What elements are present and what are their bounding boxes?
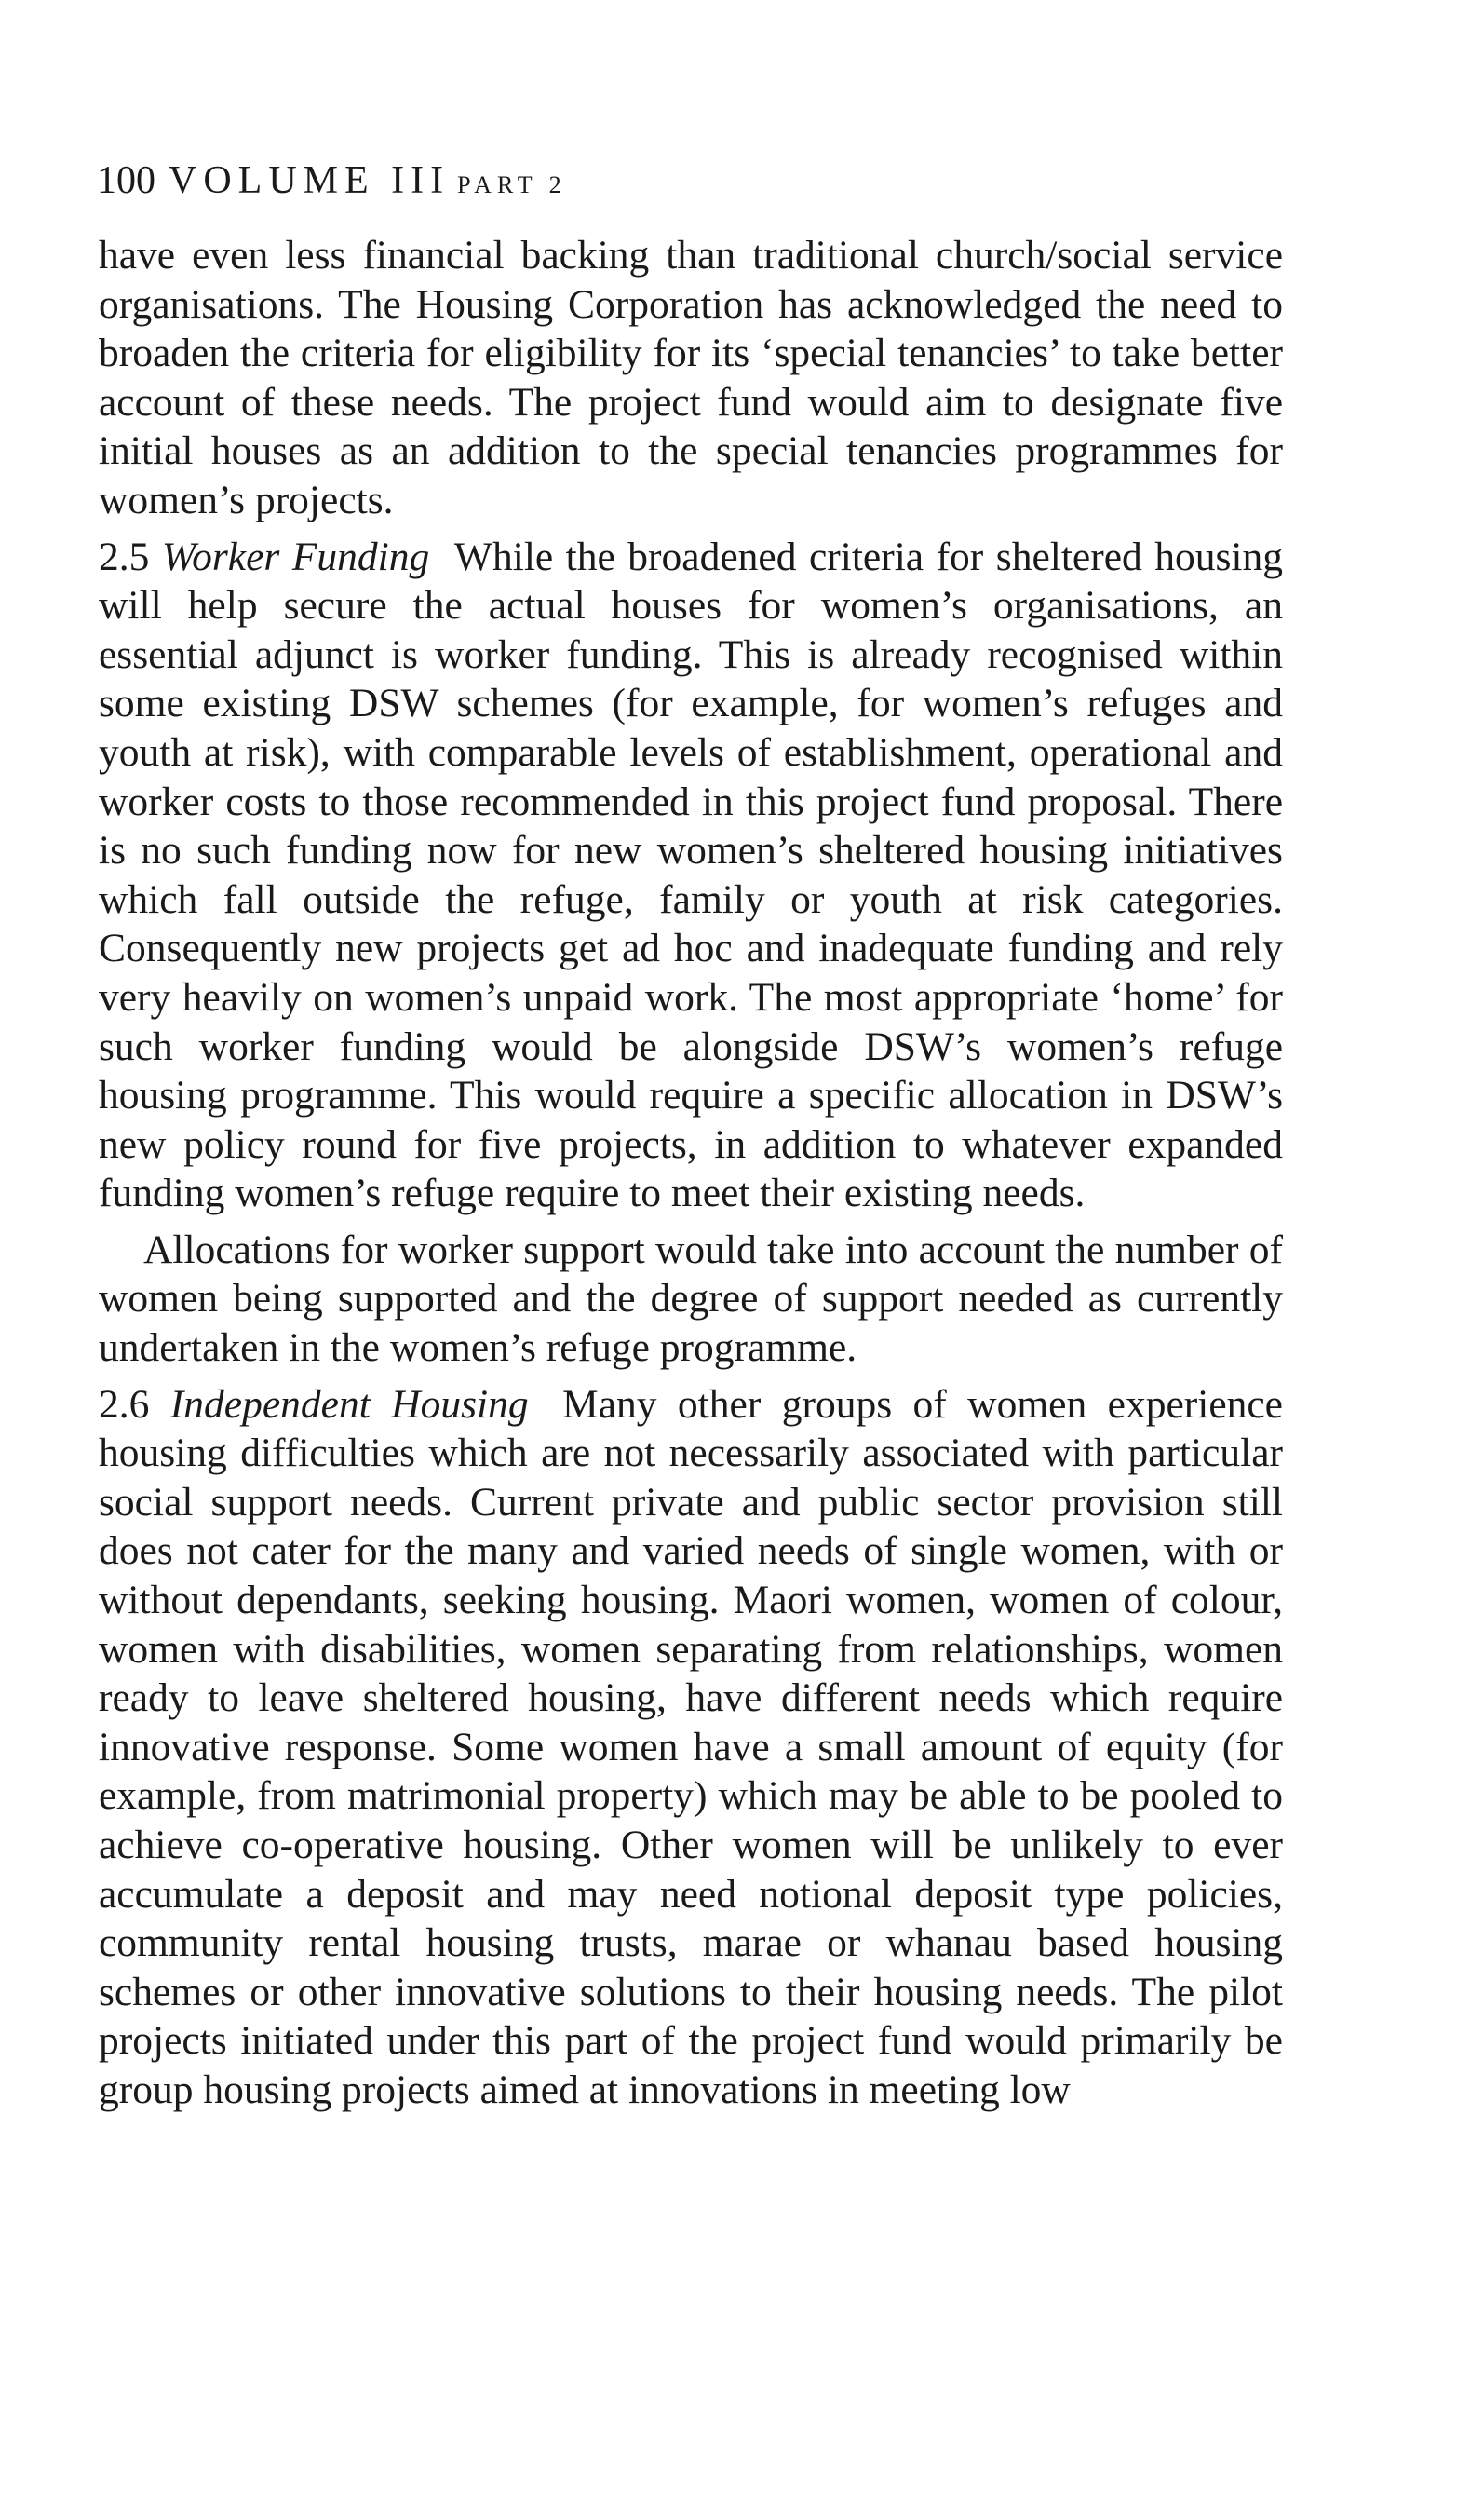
body-text: [99, 231, 1283, 2122]
running-head: [97, 156, 567, 210]
section-text: While the broadened criteria for sheltered housing will help secure the actual houses for women’s organisations, an essential adjunct is worker funding. This is already recognised within some existing DSW schemes (for example, for women’s refuges and youth at risk), with comparable levels of establishment, operational and worker costs to those recommended in this project fund proposal. There is no such funding now for new women’s sheltered housing initiatives which fall outside the refuge, family or youth at risk categories. Consequently new projects get ad hoc and inadequate funding and rely very heavily on women’s unpaid work. The most appropriate ‘home’ for such worker funding would be alongside DSW’s women’s refuge housing programme. This would require a specific allocation in DSW’s new policy round for five projects, in addition to whatever expanded funding women’s refuge require to meet their existing needs.: [99, 534, 1284, 1216]
section-number: 2.5: [99, 534, 150, 579]
section-number: 2.6: [99, 1381, 150, 1427]
section-2-5: [99, 533, 1283, 1218]
section-text: Many other groups of women experience housing difficulties which are not necessarily associated with particular social support needs. Current private and public sector provision still does not cater for the many and varied needs of single women, with or without dependants, seeking housing. Maori women, women of colour, women with disabilities, women separating from relationships, women ready to leave sheltered housing, have different needs which require innovative response. Some women have a small amount of equity (for example, from matrimonial property) which may be able to be pooled to achieve co-operative housing. Other women will be unlikely to ever accumulate a deposit and may need notional deposit type policies, community rental housing trusts, marae or whanau based housing schemes or other innovative solutions to their housing needs. The pilot projects initiated under this part of the project fund would primarily be group housing projects aimed at innovations in meeting low: [99, 1381, 1283, 2112]
paragraph-allocations: Allocations for worker support would take into account the number of women being supported and the degree of support needed as currently undertaken in the women’s refuge programme.: [99, 1227, 1283, 1371]
section-2-6: [99, 1380, 1283, 2115]
paragraph-continued: have even less financial backing than traditional church/social service organisations. The Housing Corporation has acknowledged the need to broaden the criteria for eligibility for its ‘special tenancies’ to take better account of these needs. The project fund would aim to designate five initial houses as an addition to the special tenancies programmes for women’s projects.: [99, 233, 1283, 522]
section-heading: Independent Housing: [169, 1381, 529, 1427]
page-number: 100: [97, 159, 155, 202]
volume-label: VOLUME III: [169, 159, 451, 202]
section-heading: Worker Funding: [161, 534, 430, 579]
part-label: PART 2: [457, 171, 567, 198]
